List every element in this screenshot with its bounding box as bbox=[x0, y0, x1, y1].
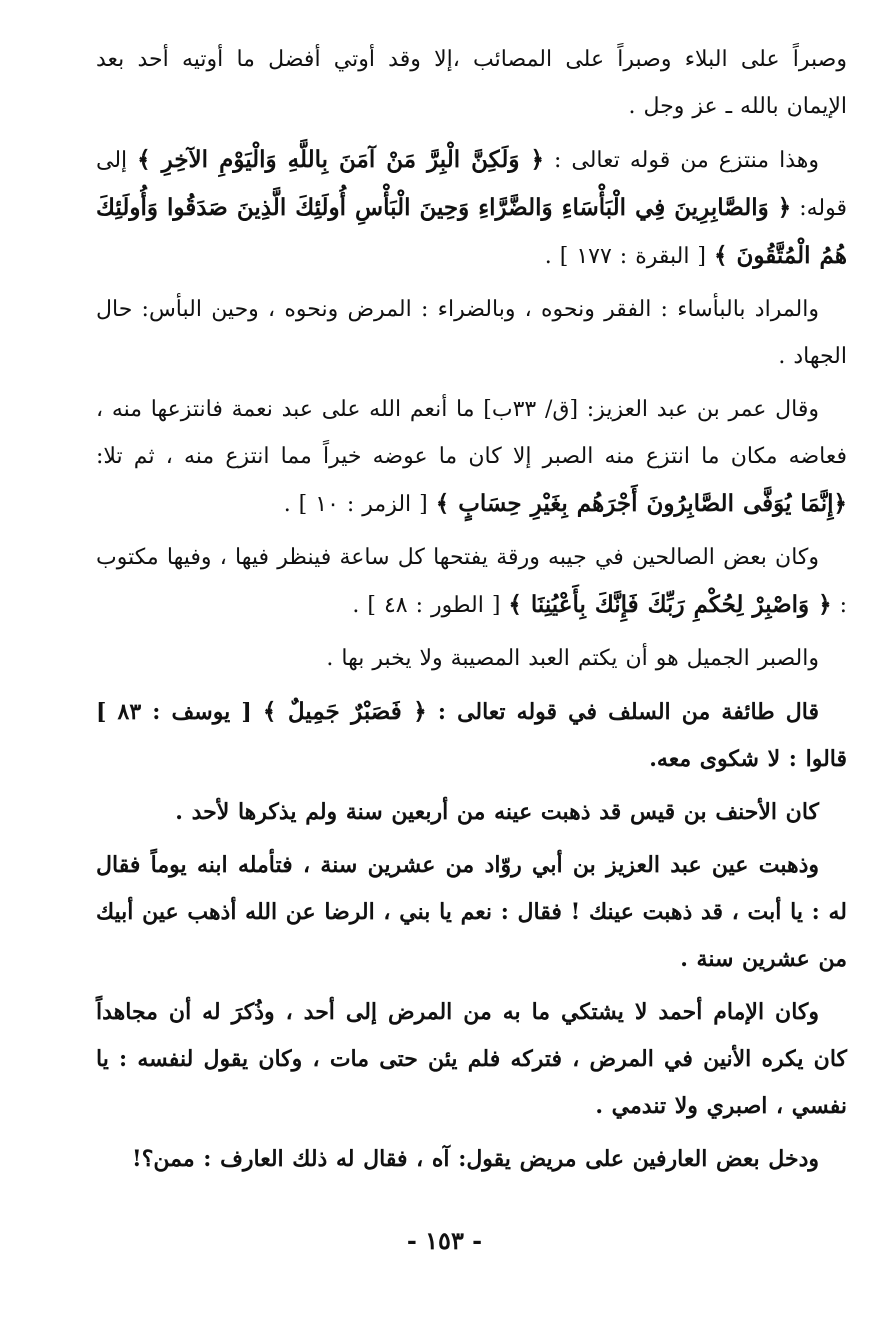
quran-verse: ﴿ وَلَكِنَّ الْبِرَّ مَنْ آمَنَ بِاللَّهِ وَالْيَوْمِ الآخِرِ ﴾ bbox=[137, 146, 544, 173]
quran-verse: ﴿ فَصَبْرٌ جَمِيلٌ ﴾ bbox=[262, 698, 427, 725]
paragraph-text: ودخل بعض العارفين على مريض يقول: آه ، فقال له ذلك العارف : ممن؟! bbox=[132, 1146, 819, 1172]
paragraph-text: والصبر الجميل هو أن يكتم العبد المصيبة ولا يخبر بها . bbox=[326, 646, 819, 671]
paragraph-text: [ الزمر : ١٠ ] . bbox=[283, 492, 436, 517]
paragraph-text: [ يوسف : ٨٣ ] قالوا : لا شكوى معه. bbox=[96, 699, 847, 772]
paragraph-text: وكان الإمام أحمد لا يشتكي ما به من المرض إلى أحد ، وذُكرَ له أن مجاهداً كان يكره الأنين في المرض ، فتركه فلم يئن حتى مات ، وكان يقول لنفسه : يا نفسي ، اصبري ولا تندمي . bbox=[96, 999, 847, 1119]
paragraph bbox=[96, 136, 847, 280]
quran-verse: ﴿إِنَّمَا يُوَفَّى الصَّابِرُونَ أَجْرَهُم بِغَيْرِ حِسَابٍ ﴾ bbox=[435, 490, 847, 517]
paragraph-text: وذهبت عين عبد العزيز بن أبي روّاد من عشرين سنة ، فتأمله ابنه يوماً فقال له : يا أبت ، قد ذهبت عينك ! فقال : نعم يا بني ، الرضا عن الله أذهب عين أبيك من عشرين سنة . bbox=[96, 852, 847, 972]
quran-verse: ﴿ وَالصَّابِرِينَ فِي الْبَأْسَاءِ وَالضَّرَّاءِ وَحِينَ الْبَأْسِ أُولَئِكَ الَّذِينَ صَدَقُوا وَأُولَئِكَ هُمُ الْمُتَّقُونَ ﴾ bbox=[96, 194, 847, 269]
paragraph-text: وقال عمر بن عبد العزيز: [ق/ ٣٣ب] ما أنعم الله على عبد نعمة فانتزعها منه ، فعاضه مكان ما انتزع منه الصبر إلا كان ما عوضه خيراً مما انتزع منه ، ثم تلا: bbox=[96, 397, 847, 469]
paragraph bbox=[96, 789, 847, 836]
page-body-text bbox=[96, 36, 847, 1189]
paragraph bbox=[96, 989, 847, 1130]
paragraph bbox=[96, 36, 847, 130]
paragraph-text: وكان بعض الصالحين في جيبه ورقة يفتحها كل ساعة فينظر فيها ، وفيها مكتوب : bbox=[96, 545, 847, 618]
paragraph-text: والمراد بالبأساء : الفقر ونحوه ، وبالضراء : المرض ونحوه ، وحين البأس: حال الجهاد . bbox=[96, 297, 847, 369]
paragraph-text: إلى قوله: bbox=[96, 148, 847, 221]
paragraph-text: [ الطور : ٤٨ ] . bbox=[352, 593, 509, 618]
paragraph bbox=[96, 688, 847, 783]
page-number: - ١٥٣ - bbox=[406, 1226, 483, 1255]
quran-verse: ﴿ وَاصْبِرْ لِحُكْمِ رَبِّكَ فَإِنَّكَ بِأَعْيُنِنَا ﴾ bbox=[508, 591, 832, 618]
paragraph-text: قال طائفة من السلف في قوله تعالى : bbox=[426, 699, 819, 725]
paragraph bbox=[96, 534, 847, 629]
paragraph-text: [ البقرة : ١٧٧ ] . bbox=[544, 244, 715, 269]
paragraph bbox=[96, 386, 847, 528]
paragraph-text: كان الأحنف بن قيس قد ذهبت عينه من أربعين سنة ولم يذكرها لأحد . bbox=[175, 799, 819, 825]
paragraph-text: وهذا منتزع من قوله تعالى : bbox=[543, 148, 819, 173]
paragraph bbox=[96, 286, 847, 380]
paragraph bbox=[96, 635, 847, 682]
paragraph-text: وصبراً على البلاء وصبراً على المصائب ،إلا وقد أوتي أفضل ما أوتيه أحد بعد الإيمان بالله ـ عز وجل . bbox=[96, 47, 847, 119]
paragraph bbox=[96, 1136, 847, 1183]
paragraph bbox=[96, 842, 847, 983]
